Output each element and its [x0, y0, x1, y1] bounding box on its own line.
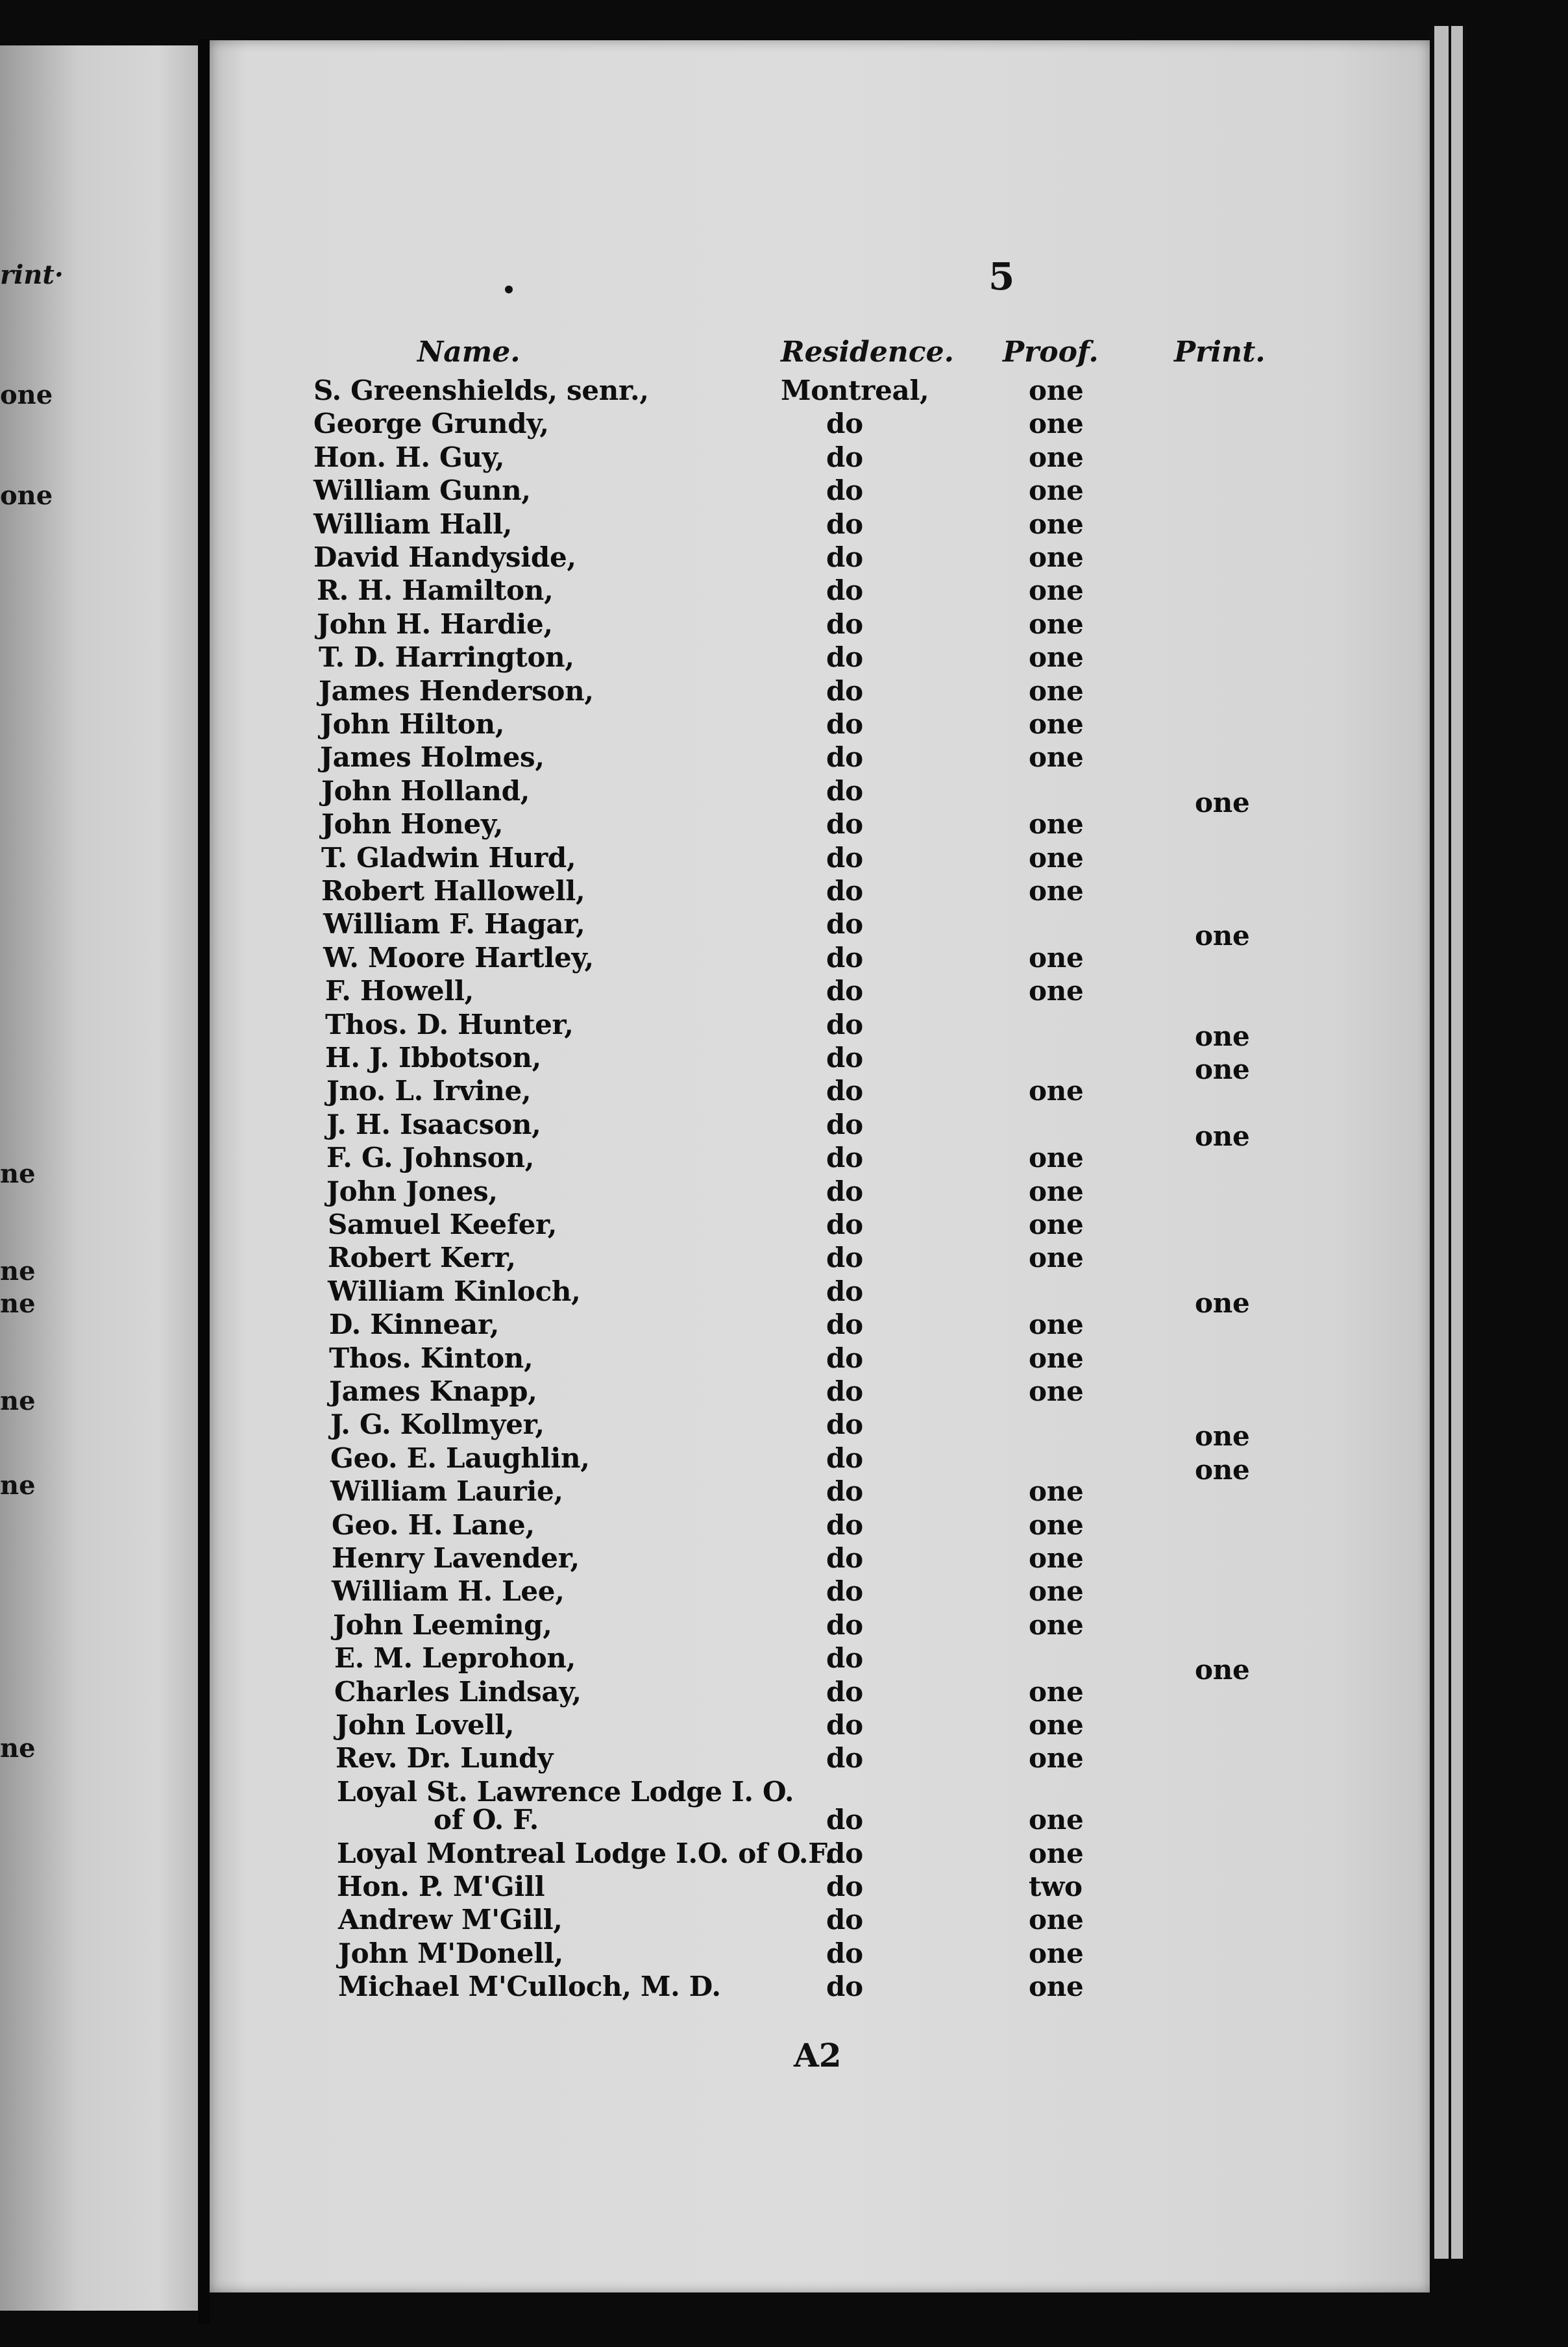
table-row	[210, 1075, 1430, 1109]
table-row	[210, 1408, 1430, 1453]
table-row	[210, 1871, 1430, 1904]
header-name: Name.	[417, 336, 521, 369]
residence-cell: do	[826, 1075, 863, 1107]
residence-cell: do	[826, 1709, 863, 1741]
subscriber-name: J. H. Isaacson,	[326, 1108, 541, 1140]
subscriber-name: J. G. Kollmyer,	[330, 1408, 545, 1441]
signature-mark: A2	[794, 2036, 842, 2074]
page-number: 5	[988, 254, 1015, 299]
subscriber-name: John Leeming,	[333, 1608, 552, 1641]
residence-cell: do	[826, 741, 863, 774]
left-fragment: ne	[0, 1159, 36, 1189]
proof-cell: one	[1029, 1937, 1084, 1969]
subscriber-name: Geo. H. Lane,	[332, 1508, 535, 1541]
subscriber-name: D. Kinnear,	[329, 1309, 500, 1341]
table-row	[210, 1804, 1430, 1837]
table-row	[210, 1175, 1430, 1209]
table-row	[210, 774, 1430, 818]
residence-cell: do	[826, 574, 863, 607]
residence-cell: do	[826, 1342, 863, 1374]
residence-cell: do	[826, 1575, 863, 1608]
residence-cell: do	[826, 1209, 863, 1240]
residence-cell: do	[826, 1475, 863, 1508]
document-page	[210, 40, 1430, 2292]
proof-cell: one	[1029, 1508, 1084, 1541]
print-cell: one	[1195, 920, 1250, 952]
header-residence: Residence.	[781, 336, 954, 369]
table-row	[210, 1475, 1430, 1509]
subscriber-name: John H. Hardie,	[317, 608, 553, 640]
residence-cell: do	[826, 474, 863, 507]
residence-cell: do	[826, 1442, 863, 1474]
residence-cell: do	[826, 1742, 863, 1775]
print-cell: one	[1195, 1053, 1250, 1085]
proof-cell: one	[1029, 1837, 1084, 1869]
subscriber-name: Michael M'Culloch, M. D.	[338, 1971, 721, 2003]
table-row	[210, 1442, 1430, 1486]
table-row	[210, 1042, 1430, 1085]
proof-cell: two	[1029, 1871, 1083, 1902]
residence-cell: do	[826, 875, 863, 907]
proof-cell: one	[1029, 1804, 1084, 1836]
subscriber-name: H. J. Ibbotson,	[325, 1042, 541, 1074]
left-fragment: ne	[0, 1288, 36, 1319]
proof-cell: one	[1029, 1709, 1084, 1741]
proof-cell: one	[1029, 1742, 1084, 1775]
residence-cell: do	[826, 1542, 863, 1574]
residence-cell: do	[826, 441, 863, 473]
residence-cell: do	[826, 641, 863, 674]
subscriber-name: John Holland,	[321, 774, 530, 807]
subscriber-name: Geo. E. Laughlin,	[330, 1442, 590, 1474]
left-fragment: ne	[0, 1256, 36, 1286]
left-fragment: one	[0, 480, 53, 511]
subscriber-name: Charles Lindsay,	[334, 1675, 582, 1708]
table-row	[210, 375, 1430, 408]
subscriber-name: E. M. Leprohon,	[334, 1642, 576, 1675]
residence-cell: do	[826, 1242, 863, 1274]
table-row	[210, 1937, 1430, 1971]
table-row	[210, 541, 1430, 575]
proof-cell: one	[1029, 541, 1084, 573]
residence-cell: do	[826, 841, 863, 874]
subscriber-name: James Knapp,	[329, 1375, 537, 1407]
print-cell: one	[1195, 1420, 1250, 1453]
residence-cell: do	[826, 1042, 863, 1074]
table-row	[210, 1837, 1430, 1871]
table-row	[210, 741, 1430, 775]
header-print: Print.	[1174, 336, 1266, 369]
table-row	[210, 474, 1430, 508]
residence-cell: do	[826, 1142, 863, 1174]
print-cell: one	[1195, 1453, 1250, 1486]
print-cell: one	[1195, 1020, 1250, 1052]
subscriber-name: Andrew M'Gill,	[338, 1904, 563, 1936]
subscriber-name: T. Gladwin Hurd,	[321, 841, 576, 874]
subscriber-name: John M'Donell,	[338, 1937, 563, 1969]
proof-cell: one	[1029, 1608, 1084, 1641]
table-row	[210, 641, 1430, 675]
residence-cell: do	[826, 1871, 863, 1902]
table-row	[210, 1309, 1430, 1342]
table-row	[210, 408, 1430, 441]
page-edge-strip	[1449, 26, 1465, 2259]
print-cell: one	[1195, 1654, 1250, 1686]
residence-cell: do	[826, 908, 863, 940]
subscriber-name: F. G. Johnson,	[326, 1142, 535, 1174]
table-row	[210, 675, 1430, 709]
residence-cell: do	[826, 1675, 863, 1708]
residence-cell: do	[826, 1275, 863, 1307]
residence-cell: do	[826, 808, 863, 841]
subscriber-name: William Laurie,	[330, 1475, 563, 1508]
proof-cell: one	[1029, 641, 1084, 674]
residence-cell: do	[826, 941, 863, 974]
subscriber-name: Henry Lavender,	[332, 1542, 580, 1574]
page-gutter	[198, 39, 210, 2324]
table-row	[210, 1971, 1430, 2004]
subscriber-name: William F. Hagar,	[323, 908, 585, 940]
proof-cell: one	[1029, 1309, 1084, 1341]
table-row	[210, 1575, 1430, 1609]
proof-cell: one	[1029, 875, 1084, 907]
subscriber-name: William Kinloch,	[328, 1275, 581, 1307]
residence-cell: do	[826, 674, 863, 707]
proof-cell: one	[1029, 1904, 1084, 1936]
residence-cell: do	[826, 1008, 863, 1040]
subscriber-name: Rev. Dr. Lundy	[336, 1742, 554, 1775]
residence-cell: do	[826, 1804, 863, 1836]
subscriber-name: Samuel Keefer,	[328, 1209, 557, 1240]
residence-cell: do	[826, 1508, 863, 1541]
proof-cell: one	[1029, 1375, 1084, 1407]
proof-cell: one	[1029, 375, 1084, 406]
table-row	[210, 808, 1430, 842]
table-row	[210, 608, 1430, 642]
proof-cell: one	[1029, 1475, 1084, 1508]
residence-cell: do	[826, 1375, 863, 1407]
proof-cell: one	[1029, 441, 1084, 473]
proof-cell: one	[1029, 1142, 1084, 1174]
subscriber-name: William Hall,	[313, 508, 513, 540]
subscriber-name: George Grundy,	[313, 408, 549, 440]
table-row	[210, 1609, 1430, 1643]
residence-cell: do	[826, 541, 863, 573]
proof-cell: one	[1029, 975, 1084, 1007]
subscriber-name: James Henderson,	[319, 674, 594, 707]
residence-cell: do	[826, 1175, 863, 1207]
proof-cell: one	[1029, 941, 1084, 974]
print-cell: one	[1195, 1286, 1250, 1319]
proof-cell: one	[1029, 1542, 1084, 1574]
residence-cell: do	[826, 1971, 863, 2003]
proof-cell: one	[1029, 1242, 1084, 1274]
left-page-edge	[0, 45, 198, 2311]
left-fragment: one	[0, 380, 53, 410]
proof-cell: one	[1029, 508, 1084, 540]
table-row	[210, 1142, 1430, 1175]
table-row	[210, 1375, 1430, 1409]
subscriber-name: James Holmes,	[320, 741, 545, 774]
header-proof: Proof.	[1003, 336, 1099, 369]
subscriber-name: John Lovell,	[336, 1709, 515, 1741]
subscriber-name: Hon. P. M'Gill	[337, 1871, 545, 1902]
residence-cell: do	[826, 1408, 863, 1441]
subscriber-name: John Hilton,	[320, 708, 505, 740]
residence-cell: do	[826, 1904, 863, 1936]
table-row	[210, 942, 1430, 976]
residence-cell: do	[826, 1608, 863, 1641]
table-row	[210, 908, 1430, 952]
table-row	[210, 508, 1430, 542]
subscriber-name: David Handyside,	[313, 541, 576, 573]
proof-cell: one	[1029, 1342, 1084, 1374]
subscriber-name: Thos. D. Hunter,	[325, 1008, 574, 1040]
proof-cell: one	[1029, 741, 1084, 774]
table-row	[210, 1242, 1430, 1275]
subscriber-name: Loyal St. Lawrence Lodge I. O.	[337, 1775, 794, 1808]
table-row	[210, 1008, 1430, 1052]
table-row	[210, 708, 1430, 742]
left-fragment: ne	[0, 1733, 36, 1763]
table-row	[210, 842, 1430, 876]
table-row	[210, 1509, 1430, 1543]
print-cell: one	[1195, 1120, 1250, 1152]
subscriber-name: R. H. Hamilton,	[317, 574, 554, 607]
residence-cell: do	[826, 975, 863, 1007]
proof-cell: one	[1029, 1175, 1084, 1207]
subscriber-name: Loyal Montreal Lodge I.O. of O.F.	[337, 1837, 834, 1869]
table-row	[210, 1209, 1430, 1242]
subscriber-name: Robert Kerr,	[328, 1242, 516, 1274]
residence-cell: do	[826, 408, 863, 440]
proof-cell: one	[1029, 1075, 1084, 1107]
residence-cell: do	[826, 508, 863, 540]
residence-cell: do	[826, 1937, 863, 1969]
table-row	[210, 1542, 1430, 1576]
table-row	[210, 1642, 1430, 1686]
subscriber-name: John Jones,	[326, 1175, 498, 1207]
table-row	[210, 1709, 1430, 1743]
left-fragment: rint·	[0, 260, 64, 290]
residence-cell: do	[826, 608, 863, 640]
proof-cell: one	[1029, 1971, 1084, 2003]
residence-cell: Montreal,	[781, 375, 929, 406]
left-fragment: ne	[0, 1386, 36, 1416]
subscriber-name: T. D. Harrington,	[319, 641, 574, 674]
table-row	[210, 1342, 1430, 1376]
table-row	[210, 1108, 1430, 1152]
subscriber-name: William H. Lee,	[332, 1575, 565, 1608]
proof-cell: one	[1029, 841, 1084, 874]
subscriber-name: of O. F.	[434, 1804, 539, 1836]
residence-cell: do	[826, 1108, 863, 1140]
proof-cell: one	[1029, 1675, 1084, 1708]
subscriber-name: Jno. L. Irvine,	[326, 1075, 532, 1107]
residence-cell: do	[826, 708, 863, 740]
subscriber-name: Hon. H. Guy,	[313, 441, 505, 473]
left-fragment: ne	[0, 1470, 36, 1501]
proof-cell: one	[1029, 1575, 1084, 1608]
proof-cell: one	[1029, 574, 1084, 607]
table-row	[210, 1742, 1430, 1776]
subscriber-name: Thos. Kinton,	[329, 1342, 533, 1374]
printer-mark-dot	[505, 286, 513, 293]
proof-cell: one	[1029, 808, 1084, 841]
subscriber-name: John Honey,	[321, 808, 504, 841]
residence-cell: do	[826, 1837, 863, 1869]
proof-cell: one	[1029, 708, 1084, 740]
subscriber-name: Robert Hallowell,	[321, 875, 585, 907]
table-row	[210, 1904, 1430, 1937]
proof-cell: one	[1029, 408, 1084, 440]
proof-cell: one	[1029, 608, 1084, 640]
table-row	[210, 975, 1430, 1009]
proof-cell: one	[1029, 1209, 1084, 1240]
table-row	[210, 1275, 1430, 1319]
subscriber-name: F. Howell,	[325, 975, 474, 1007]
subscriber-name: S. Greenshields, senr.,	[313, 375, 649, 406]
table-row	[210, 875, 1430, 909]
print-cell: one	[1195, 786, 1250, 818]
residence-cell: do	[826, 1642, 863, 1675]
subscriber-name: William Gunn,	[313, 474, 531, 507]
residence-cell: do	[826, 1309, 863, 1341]
table-row	[210, 574, 1430, 608]
proof-cell: one	[1029, 674, 1084, 707]
residence-cell: do	[826, 774, 863, 807]
subscriber-name: W. Moore Hartley,	[323, 941, 594, 974]
table-row	[210, 1676, 1430, 1710]
table-row	[210, 441, 1430, 475]
proof-cell: one	[1029, 474, 1084, 507]
